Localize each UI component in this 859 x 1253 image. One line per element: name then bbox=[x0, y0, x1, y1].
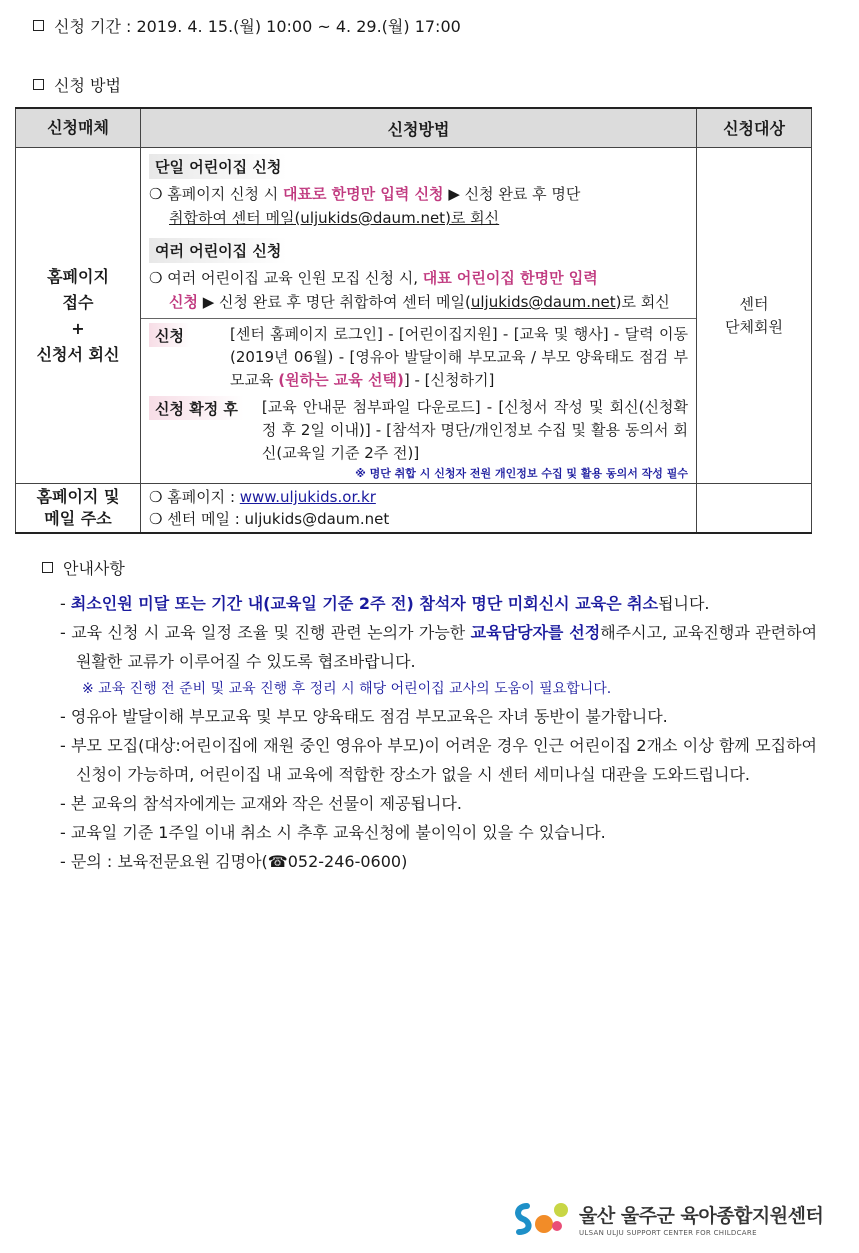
homepage-link[interactable]: www.uljukids.or.kr bbox=[239, 488, 376, 506]
required-note: ※ 명단 취합 시 신청자 전원 개인정보 수집 및 활용 동의서 작성 필수 bbox=[355, 467, 688, 480]
confirm-text: [교육 안내문 첨부파일 다운로드] - [신청서 작성 및 회신(신청확정 후 2일 이내)] - [참석자 명단/개인정보 수집 및 활용 동의서 회신(교육일 기준 2주 전)] bbox=[261, 398, 688, 462]
notice-item: - 문의 : 보육전문요원 김명아(☎052-246-0600) bbox=[60, 852, 408, 871]
medium-line: + bbox=[71, 318, 85, 338]
address-medium-line: 홈페이지 및 bbox=[36, 487, 120, 506]
single-bullet: ❍ 홈페이지 신청 시 대표로 한명만 입력 신청 ▶ 신청 완료 후 명단 bbox=[149, 185, 581, 203]
checkbox-square-icon bbox=[33, 79, 44, 90]
method-cell bbox=[141, 148, 697, 484]
single-title: 단일 어린이집 신청 bbox=[149, 154, 287, 179]
header-method: 신청방법 bbox=[141, 108, 697, 148]
mail-line: ❍ 센터 메일 : uljukids@daum.net bbox=[149, 510, 390, 528]
single-bullet-cont: 취합하여 센터 메일(uljukids@daum.net)로 회신 bbox=[169, 209, 500, 227]
apply-step bbox=[149, 323, 688, 392]
table-row-address bbox=[16, 484, 812, 534]
checkbox-square-icon bbox=[42, 562, 53, 573]
notice-subnote: ※ 교육 진행 전 준비 및 교육 진행 후 정리 시 해당 어린이집 교사의 도움이 필요합니다. bbox=[82, 681, 612, 697]
homepage-line: ❍ 홈페이지 : www.uljukids.or.kr bbox=[149, 488, 376, 506]
header-medium: 신청매체 bbox=[16, 108, 141, 148]
notice-item: - 교육일 기준 1주일 이내 취소 시 추후 교육신청에 불이익이 있을 수 있습니다. bbox=[60, 823, 606, 842]
notice-item: - 본 교육의 참석자에게는 교재와 작은 선물이 제공됩니다. bbox=[60, 794, 462, 813]
method-heading bbox=[33, 73, 121, 96]
apply-label: 신청 bbox=[149, 323, 190, 347]
circle-bullet-icon: ❍ bbox=[149, 185, 163, 203]
confirm-label: 신청 확정 후 bbox=[149, 396, 244, 420]
mail-link[interactable]: uljukids@daum.net bbox=[470, 293, 616, 311]
checkbox-square-icon bbox=[33, 20, 44, 31]
header-target: 신청대상 bbox=[697, 108, 812, 148]
address-medium-cell bbox=[16, 484, 141, 534]
medium-cell bbox=[16, 148, 141, 484]
period-line bbox=[33, 14, 461, 37]
circle-bullet-icon: ❍ bbox=[149, 269, 163, 287]
notice-section bbox=[42, 556, 817, 876]
medium-line: 신청서 회신 bbox=[36, 344, 120, 364]
address-target-cell bbox=[697, 484, 812, 534]
address-cell bbox=[141, 484, 697, 534]
target-cell bbox=[697, 148, 812, 484]
notice-heading: 안내사항 bbox=[42, 556, 817, 579]
notice-item: - 교육 신청 시 교육 일정 조율 및 진행 관련 논의가 가능한 교육담당자를 선정해주시고, 교육진행과 관련하여 원활한 교류가 이루어질 수 있도록 협조바랍니다. bbox=[60, 623, 818, 671]
multi-bullet: ❍ 여러 어린이집 교육 인원 모집 신청 시, 대표 어린이집 한명만 입력 bbox=[149, 269, 598, 287]
address-medium-line: 메일 주소 bbox=[44, 509, 112, 528]
multi-bullet-cont: 신청 ▶ 신청 완료 후 명단 취합하여 센터 메일(uljukids@daum.net)로 회신 bbox=[169, 293, 670, 311]
notice-item: - 최소인원 미달 또는 기간 내(교육일 기준 2주 전) 참석자 명단 미회신시 교육은 취소됩니다. bbox=[60, 594, 710, 613]
application-table bbox=[15, 107, 812, 534]
apply-text: [센터 홈페이지 로그인] - [어린이집지원] - [교육 및 행사] - 달력 이동(2019년 06월) - [영유아 발달이해 부모교육 / 부모 양육태도 점검 부모교육 (원하는 교육 선택)] - [신청하기] bbox=[229, 325, 688, 389]
target-line: 단체회원 bbox=[725, 317, 783, 336]
multi-title: 여러 어린이집 신청 bbox=[149, 238, 287, 263]
center-logo-icon bbox=[513, 1198, 573, 1240]
table-row-homepage bbox=[16, 148, 812, 484]
medium-line: 홈페이지 bbox=[47, 266, 109, 286]
method-text: 신청 방법 bbox=[54, 76, 121, 95]
logo-name: 울산 울주군 육아종합지원센터 bbox=[579, 1205, 824, 1227]
steps-section bbox=[141, 318, 696, 481]
period-text: 신청 기간 : 2019. 4. 15.(월) 10:00 ~ 4. 29.(월) 17:00 bbox=[54, 17, 461, 36]
medium-line: 접수 bbox=[62, 292, 94, 312]
target-line: 센터 bbox=[739, 294, 769, 313]
notice-item: - 영유아 발달이해 부모교육 및 부모 양육태도 점검 부모교육은 자녀 동반이 불가합니다. bbox=[60, 707, 668, 726]
notice-item: - 부모 모집(대상:어린이집에 재원 중인 영유아 부모)이 어려운 경우 인근 어린이집 2개소 이상 함께 모집하여 신청이 가능하며, 어린이집 내 교육에 적합한 장소가 없을 시 센터 세미나실 대관을 도와드립니다. bbox=[60, 736, 817, 784]
table-header-row bbox=[16, 108, 812, 148]
logo-subtitle: ULSAN ULJU SUPPORT CENTER FOR CHILDCARE bbox=[579, 1229, 757, 1237]
phone-icon: ☎ bbox=[267, 852, 288, 871]
confirm-step bbox=[149, 396, 688, 465]
center-logo bbox=[513, 1198, 823, 1240]
